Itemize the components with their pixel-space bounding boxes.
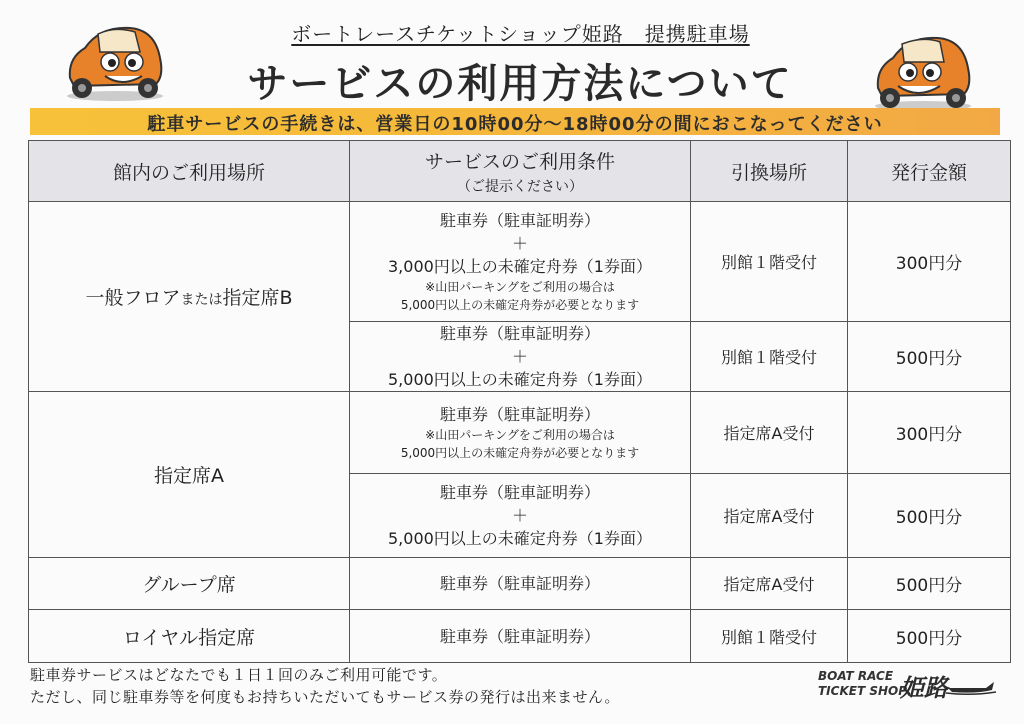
condition-line: 3,000円以上の未確定舟券（1券面） bbox=[388, 257, 652, 276]
logo-line2: TICKET SHOP bbox=[818, 684, 907, 698]
condition-cell: 駐車券（駐車証明券） bbox=[350, 558, 691, 610]
condition-line: 駐車券（駐車証明券） bbox=[439, 483, 600, 502]
location-conjunction: または bbox=[180, 292, 223, 308]
table-header-row bbox=[29, 141, 1011, 202]
location-cell bbox=[29, 202, 350, 392]
table-row bbox=[29, 558, 1011, 610]
location-cell: 指定席A bbox=[29, 392, 350, 558]
place-cell: 別館１階受付 bbox=[691, 322, 848, 392]
amount-cell: 500円分 bbox=[848, 610, 1011, 663]
place-cell: 指定席A受付 bbox=[691, 558, 848, 610]
header-condition-sub: （ご提示ください） bbox=[457, 178, 583, 195]
condition-plus: ＋ bbox=[511, 506, 528, 525]
condition-note: ※山田パーキングをご利用の場合は bbox=[425, 428, 615, 442]
boat-icon bbox=[946, 676, 996, 696]
location-cell: グループ席 bbox=[29, 558, 350, 610]
place-cell: 指定席A受付 bbox=[691, 392, 848, 474]
location-cell: ロイヤル指定席 bbox=[29, 610, 350, 663]
table-row bbox=[29, 202, 1011, 322]
shop-logo bbox=[818, 668, 998, 708]
condition-line: 駐車券（駐車証明券） bbox=[439, 211, 600, 230]
condition-plus: ＋ bbox=[511, 234, 528, 253]
condition-line: 駐車券（駐車証明券） bbox=[439, 324, 600, 343]
shop-subtitle: ボートレースチケットショップ姫路 提携駐車場 bbox=[291, 22, 750, 46]
place-cell: 指定席A受付 bbox=[691, 474, 848, 558]
condition-cell bbox=[350, 202, 691, 322]
condition-cell bbox=[350, 392, 691, 474]
notice-banner-text: 駐車サービスの手続きは、営業日の10時00分～18時00分の間におこなってください bbox=[147, 114, 883, 135]
table-row bbox=[29, 610, 1011, 663]
header-condition bbox=[350, 141, 691, 202]
footer-note: ただし、同じ駐車券等を何度もお持ちいただいてもサービス券の発行は出来ません。 bbox=[30, 688, 620, 706]
car-mascot-icon bbox=[868, 28, 978, 113]
amount-cell: 500円分 bbox=[848, 322, 1011, 392]
location-tail: 指定席B bbox=[222, 287, 293, 309]
service-table bbox=[28, 140, 1011, 663]
condition-note: ※山田パーキングをご利用の場合は bbox=[425, 280, 615, 294]
place-cell: 別館１階受付 bbox=[691, 610, 848, 663]
logo-line1: BOAT RACE bbox=[818, 669, 894, 683]
condition-line: 5,000円以上の未確定舟券（1券面） bbox=[388, 370, 652, 389]
header-location: 館内のご利用場所 bbox=[29, 141, 350, 202]
location-main: 一般フロア bbox=[85, 287, 181, 309]
header-condition-label: サービスのご利用条件 bbox=[424, 150, 615, 173]
condition-line: 駐車券（駐車証明券） bbox=[439, 405, 600, 424]
logo-name: 姫路 bbox=[900, 674, 948, 702]
condition-cell: 駐車券（駐車証明券） bbox=[350, 610, 691, 663]
notice-banner bbox=[30, 108, 1000, 135]
amount-cell: 500円分 bbox=[848, 474, 1011, 558]
page-title: サービスの利用方法について bbox=[247, 61, 793, 107]
condition-cell bbox=[350, 474, 691, 558]
table-row bbox=[29, 392, 1011, 474]
header-amount: 発行金額 bbox=[848, 141, 1011, 202]
car-mascot-icon bbox=[60, 18, 170, 103]
amount-cell: 300円分 bbox=[848, 202, 1011, 322]
amount-cell: 500円分 bbox=[848, 558, 1011, 610]
amount-cell: 300円分 bbox=[848, 392, 1011, 474]
condition-note: 5,000円以上の未確定舟券が必要となります bbox=[400, 446, 640, 460]
condition-line: 5,000円以上の未確定舟券（1券面） bbox=[388, 529, 652, 548]
condition-plus: ＋ bbox=[511, 347, 528, 366]
footer-note: 駐車券サービスはどなたでも１日１回のみご利用可能です。 bbox=[30, 666, 448, 684]
condition-cell bbox=[350, 322, 691, 392]
place-cell: 別館１階受付 bbox=[691, 202, 848, 322]
header-place: 引換場所 bbox=[691, 141, 848, 202]
condition-note: 5,000円以上の未確定舟券が必要となります bbox=[400, 298, 640, 312]
